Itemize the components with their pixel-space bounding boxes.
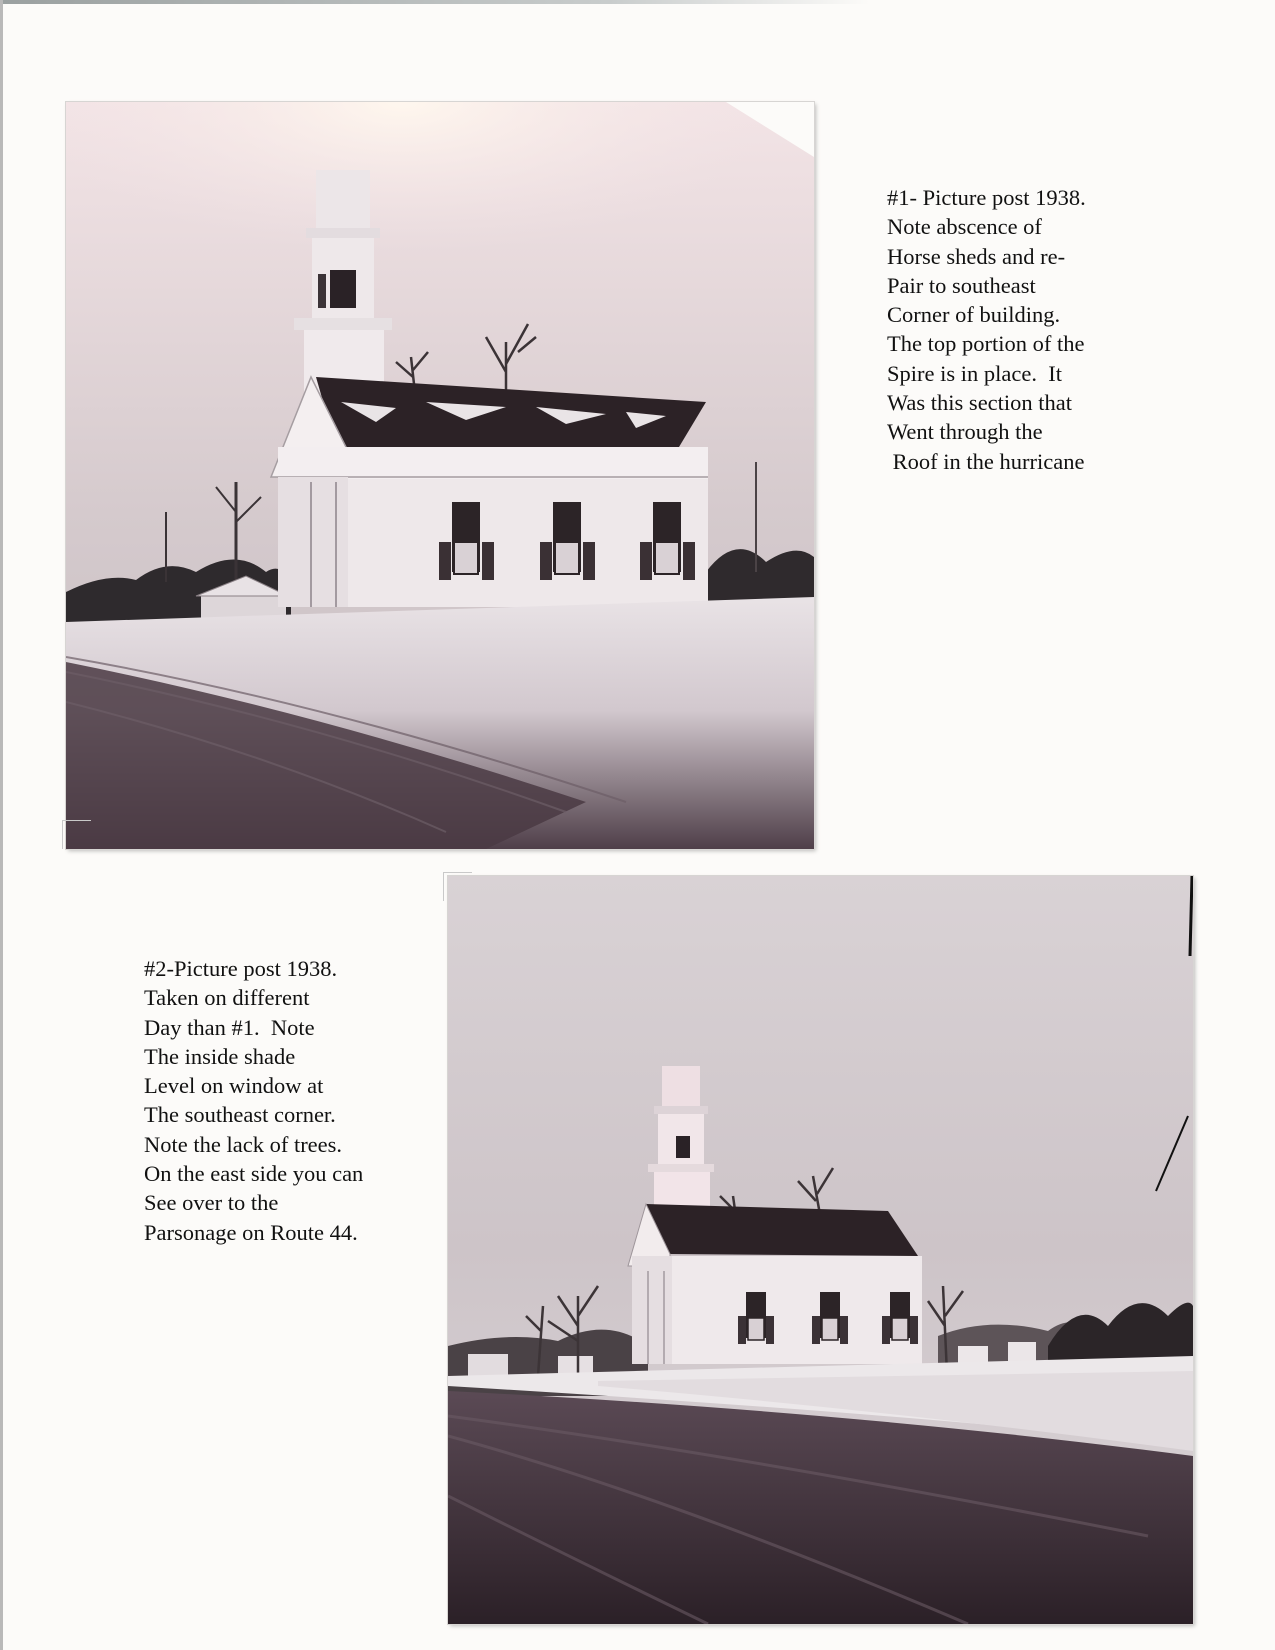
caption-photo-1: [887, 183, 1086, 476]
caption-line: The southeast corner.: [144, 1102, 336, 1128]
photo-1: [66, 102, 814, 849]
photo-2: [448, 876, 1193, 1624]
page-left-edge: [0, 0, 3, 1650]
photo-1-church-image: [66, 102, 814, 849]
caption-line: Went through the: [887, 419, 1043, 445]
caption-line: Note abscence of: [887, 214, 1042, 240]
caption-line: On the east side you can: [144, 1161, 364, 1187]
caption-line: The top portion of the: [887, 331, 1085, 357]
caption-line: Was this section that: [887, 390, 1073, 416]
caption-line: Horse sheds and re-: [887, 243, 1066, 269]
caption-line: The inside shade: [144, 1043, 296, 1069]
caption-line: Corner of building.: [887, 302, 1061, 328]
caption-line: #1- Picture post 1938.: [887, 185, 1086, 210]
caption-line: #2-Picture post 1938.: [144, 956, 338, 981]
caption-line: Spire is in place. It: [887, 360, 1062, 386]
caption-photo-2: [144, 954, 363, 1247]
caption-line: Roof in the hurricane: [887, 448, 1085, 474]
caption-line: Level on window at: [144, 1073, 324, 1099]
photo-corner-mount: [62, 820, 91, 849]
caption-line: Parsonage on Route 44.: [144, 1219, 358, 1245]
caption-line: Pair to southeast: [887, 272, 1036, 298]
caption-line: Taken on different: [144, 985, 310, 1011]
photo-corner-mount: [443, 872, 472, 901]
caption-line: See over to the: [144, 1190, 279, 1216]
caption-line: Note the lack of trees.: [144, 1131, 343, 1157]
photo-2-church-image: [448, 876, 1193, 1624]
caption-line: Day than #1. Note: [144, 1014, 315, 1040]
page-top-edge: [0, 0, 870, 4]
